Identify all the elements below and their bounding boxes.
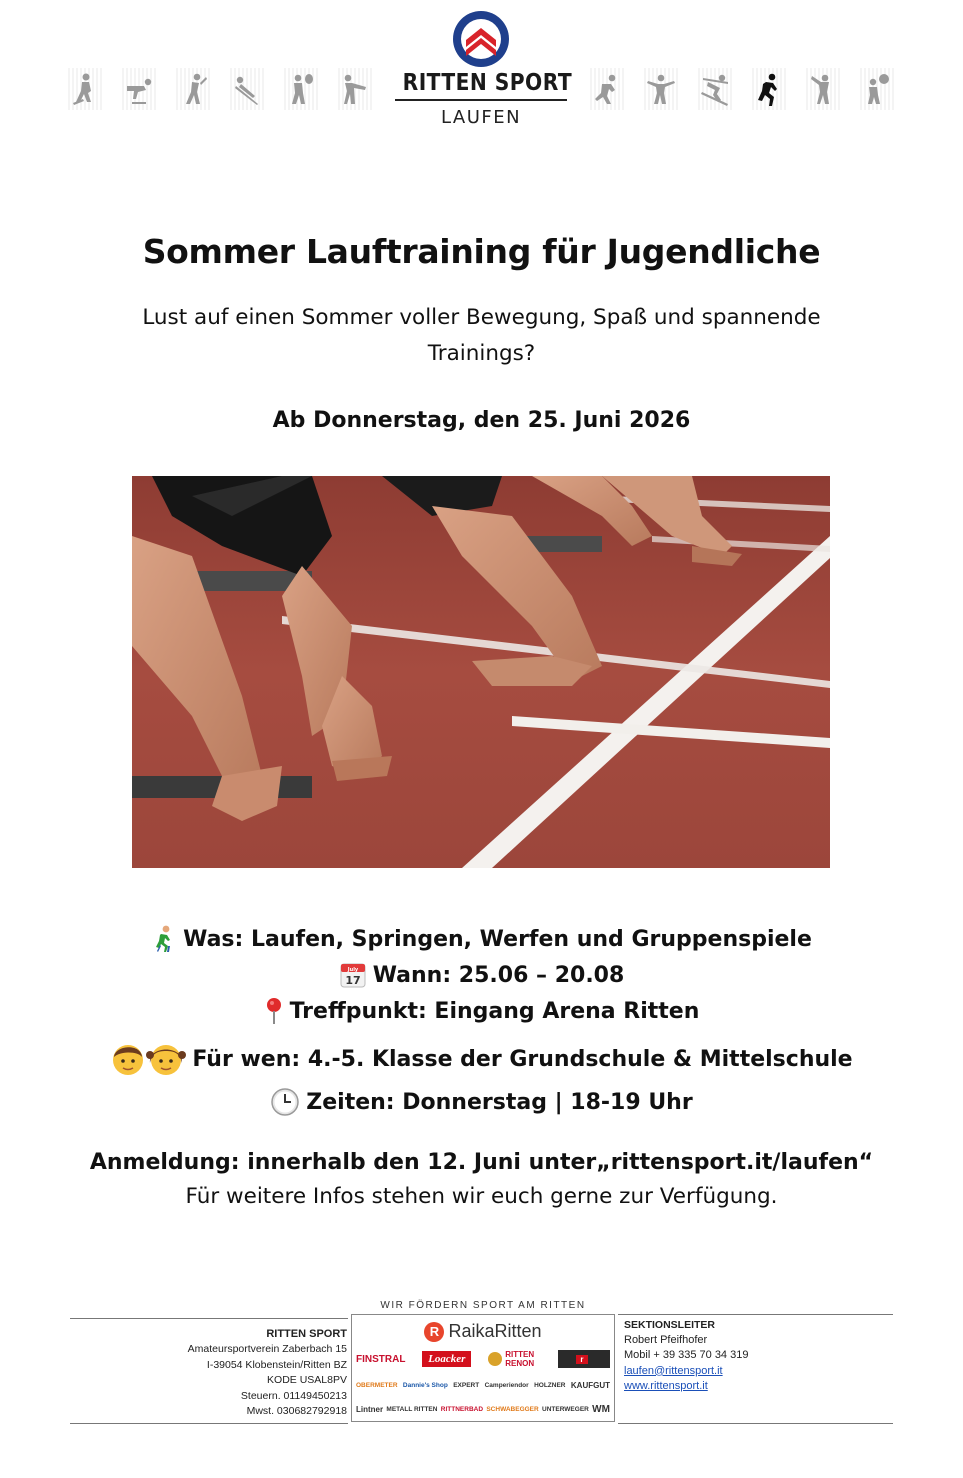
section-leader-info: [624, 1318, 892, 1394]
brand-divider: [395, 99, 567, 101]
detail-location: [0, 992, 963, 1030]
calendar-day: 17: [345, 974, 361, 987]
ritten-sport-emblem: [452, 10, 510, 68]
calendar-month: July: [347, 967, 358, 973]
ski-jumping-icon: [230, 68, 264, 110]
club-line: Steuern. 01149450213: [240, 1389, 347, 1402]
footer-divider-left-bottom: [70, 1423, 348, 1424]
club-line: Amateursportverein Zaberbach 15: [187, 1343, 347, 1356]
section-mobile: Mobil + 39 335 70 34 319: [624, 1349, 749, 1362]
running-icon: [752, 68, 786, 110]
detail-times-text: Zeiten: Donnerstag | 18-19 Uhr: [306, 1089, 693, 1115]
footer-divider-left-top: [70, 1318, 348, 1319]
sponsor-logo: [488, 1350, 541, 1368]
karate-icon: [338, 68, 372, 110]
sponsor-logo-text: r: [576, 1355, 587, 1364]
sponsor-logos: [351, 1314, 615, 1422]
sponsor-row: [356, 1375, 610, 1395]
footer-divider-right-bottom: [618, 1423, 893, 1424]
speed-skating-icon: [122, 68, 156, 110]
section-heading: SEKTIONSLEITER: [624, 1319, 716, 1331]
calendar-emoji-icon: [339, 961, 367, 989]
club-line: Mwst. 030682792918: [246, 1405, 347, 1418]
sport-icons-right: [590, 68, 894, 110]
footer-divider-right-top: [618, 1314, 893, 1315]
pin-emoji-icon: [264, 997, 284, 1025]
club-name: RITTEN SPORT: [266, 1328, 347, 1340]
detail-when-text: Wann: 25.06 – 20.08: [372, 962, 625, 988]
sponsor-logo: SCHWABEGGER: [486, 1405, 539, 1413]
sponsor-logo: Loacker: [422, 1351, 471, 1367]
sponsor-row: [356, 1399, 610, 1419]
athletics-icon: [176, 68, 210, 110]
detail-location-text: Treffpunkt: Eingang Arena Ritten: [289, 998, 700, 1024]
start-date: Ab Donnerstag, den 25. Juni 2026: [272, 408, 691, 433]
detail-times: [0, 1084, 963, 1120]
sponsor-logo: KAUFGUT: [570, 1380, 610, 1390]
detail-what: [0, 920, 963, 958]
sponsor-logo: HOLZNER: [534, 1381, 566, 1389]
fitness-icon: [806, 68, 840, 110]
detail-what-text: Was: Laufen, Springen, Werfen und Gruppenspiele: [183, 926, 812, 952]
brand-subtitle: LAUFEN: [440, 107, 522, 128]
ritten-sport-logo: [392, 10, 573, 128]
club-info: [150, 1327, 347, 1419]
section-website-link[interactable]: www.rittensport.it: [624, 1379, 708, 1392]
runner-emoji-icon: [151, 925, 177, 953]
training-details: [0, 920, 963, 1120]
club-line: I-39054 Klobenstein/Ritten BZ: [206, 1358, 347, 1371]
sponsor-logo: Dannie's Shop: [402, 1381, 448, 1389]
table-tennis-icon: [860, 68, 894, 110]
sponsor-logo: Lintner: [356, 1404, 384, 1414]
more-info-text: Für weitere Infos stehen wir euch gerne zur Verfügung.: [185, 1184, 778, 1209]
skiing-icon: [698, 68, 732, 110]
tennis-icon: [284, 68, 318, 110]
raika-ritten-logo: [352, 1321, 614, 1342]
detail-audience-text: Für wen: 4.-5. Klasse der Grundschule & Mittelschule: [192, 1046, 853, 1072]
skater-icon: [590, 68, 624, 110]
raika-name: RaikaRitten: [448, 1321, 542, 1341]
renon-icon: [488, 1352, 502, 1366]
boy-girl-emoji-icon: [110, 1041, 186, 1077]
intro-text: Lust auf einen Sommer voller Bewegung, Spaß und spannende Trainings?: [142, 305, 821, 366]
sponsor-logo: [558, 1350, 610, 1368]
page-title: Sommer Lauftraining für Jugendliche: [142, 232, 821, 271]
detail-when: [0, 958, 963, 992]
ice-hockey-icon: [68, 68, 102, 110]
sponsor-logo: OBERMETER: [356, 1381, 398, 1389]
track-start-photo: [132, 476, 830, 868]
sponsor-logo-text: RITTEN RENON: [505, 1350, 535, 1368]
sponsor-logo: EXPERT: [453, 1381, 480, 1389]
detail-audience: [0, 1034, 963, 1084]
section-email-link[interactable]: laufen@rittensport.it: [624, 1364, 723, 1377]
gymnastics-icon: [644, 68, 678, 110]
sponsor-row: [356, 1347, 610, 1371]
sport-icons-left: [68, 68, 372, 110]
club-line: KODE USAL8PV: [267, 1374, 347, 1387]
sponsor-logo: FINSTRAL: [356, 1353, 406, 1365]
clock-emoji-icon: [270, 1087, 300, 1117]
registration-info: Anmeldung: innerhalb den 12. Juni unter„rittensport.it/laufen“: [89, 1150, 874, 1175]
sponsor-logo: Camperiendor: [484, 1381, 529, 1389]
page-header: [0, 0, 963, 150]
sponsor-logo: UNTERWEGER: [542, 1405, 589, 1413]
sponsor-box: [351, 1298, 615, 1428]
sponsor-logo: WM: [592, 1403, 610, 1415]
sponsor-heading: WIR FÖRDERN SPORT AM RITTEN: [380, 1300, 586, 1311]
brand-title: RITTEN SPORT: [402, 70, 573, 96]
sponsor-logo: METALL RITTEN: [386, 1405, 438, 1413]
section-leader-name: Robert Pfeifhofer: [624, 1334, 708, 1347]
sponsor-logo: RITTNERBAD: [440, 1405, 484, 1413]
raika-icon: R: [424, 1322, 444, 1342]
